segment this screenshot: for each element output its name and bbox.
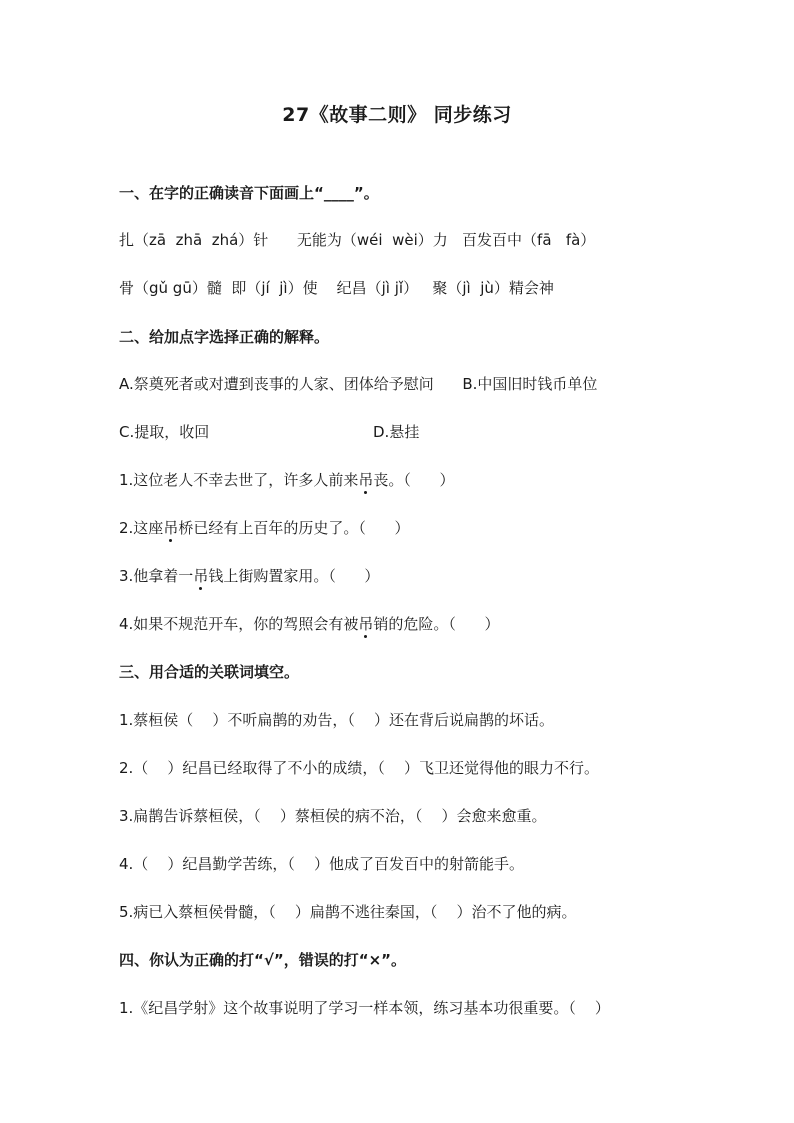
section3-heading: 三、用合适的关联词填空。 — [119, 663, 300, 681]
page-title: 27《故事二则》 同步练习 — [282, 104, 512, 126]
s2-question-3 — [119, 565, 379, 587]
pinyin-line-2: 骨（gǔ gū）髓 即（jí jì）使 纪昌（jì jǐ） 聚（jì jù）精会神 — [119, 279, 554, 297]
s2-question-2 — [119, 517, 409, 539]
section2-heading: 二、给加点字选择正确的解释。 — [119, 328, 330, 346]
s2-q4-answer: 销的危险。（ ） — [373, 615, 500, 633]
s2-q3-answer: 钱上街购置家用。（ ） — [208, 567, 380, 585]
s2-question-4 — [119, 613, 499, 635]
s2-question-1 — [119, 469, 454, 491]
s2-q2-answer: 桥已经有上百年的历史了。（ ） — [178, 519, 410, 537]
s3-question-1: 1.蔡桓侯（ ）不听扁鹊的劝告，（ ）还在背后说扁鹊的坏话。 — [119, 711, 554, 729]
dotted-char: 吊 — [163, 519, 179, 537]
s2-q2-text: 2.这座 — [119, 519, 164, 537]
pinyin-line-1: 扎（zā zhā zhá）针 无能为（wéi wèi）力 百发百中（fā fà） — [119, 231, 596, 249]
s2-q1-answer: 丧。（ ） — [373, 471, 455, 489]
dotted-char: 吊 — [358, 471, 374, 489]
section1-heading: 一、在字的正确读音下面画上“____”。 — [119, 184, 379, 202]
dotted-char: 吊 — [193, 567, 209, 585]
s3-question-4: 4.（ ）纪昌勤学苦练，（ ）他成了百发百中的射箭能手。 — [119, 855, 524, 873]
options-c-d — [119, 421, 420, 443]
option-d: D.悬挂 — [373, 423, 420, 441]
s2-q1-text: 1.这位老人不幸去世了，许多人前来 — [119, 471, 359, 489]
s3-question-3: 3.扁鹊告诉蔡桓侯，（ ）蔡桓侯的病不治，（ ）会愈来愈重。 — [119, 807, 547, 825]
dotted-char: 吊 — [358, 615, 374, 633]
option-c: C.提取，收回 — [119, 423, 210, 441]
s3-question-5: 5.病已入蔡桓侯骨髓，（ ）扁鹊不逃往秦国，（ ）治不了他的病。 — [119, 903, 577, 921]
section4-heading: 四、你认为正确的打“√”，错误的打“×”。 — [119, 951, 407, 969]
s2-q3-text: 3.他拿着一 — [119, 567, 194, 585]
s2-q4-text: 4.如果不规范开车，你的驾照会有被 — [119, 615, 359, 633]
options-a-b: A.祭奠死者或对遭到丧事的人家、团体给予慰问 B.中国旧时钱币单位 — [119, 375, 598, 393]
s4-question-1: 1.《纪昌学射》这个故事说明了学习一样本领，练习基本功很重要。（ ） — [119, 999, 610, 1017]
s3-question-2: 2.（ ）纪昌已经取得了不小的成绩，（ ）飞卫还觉得他的眼力不行。 — [119, 759, 599, 777]
